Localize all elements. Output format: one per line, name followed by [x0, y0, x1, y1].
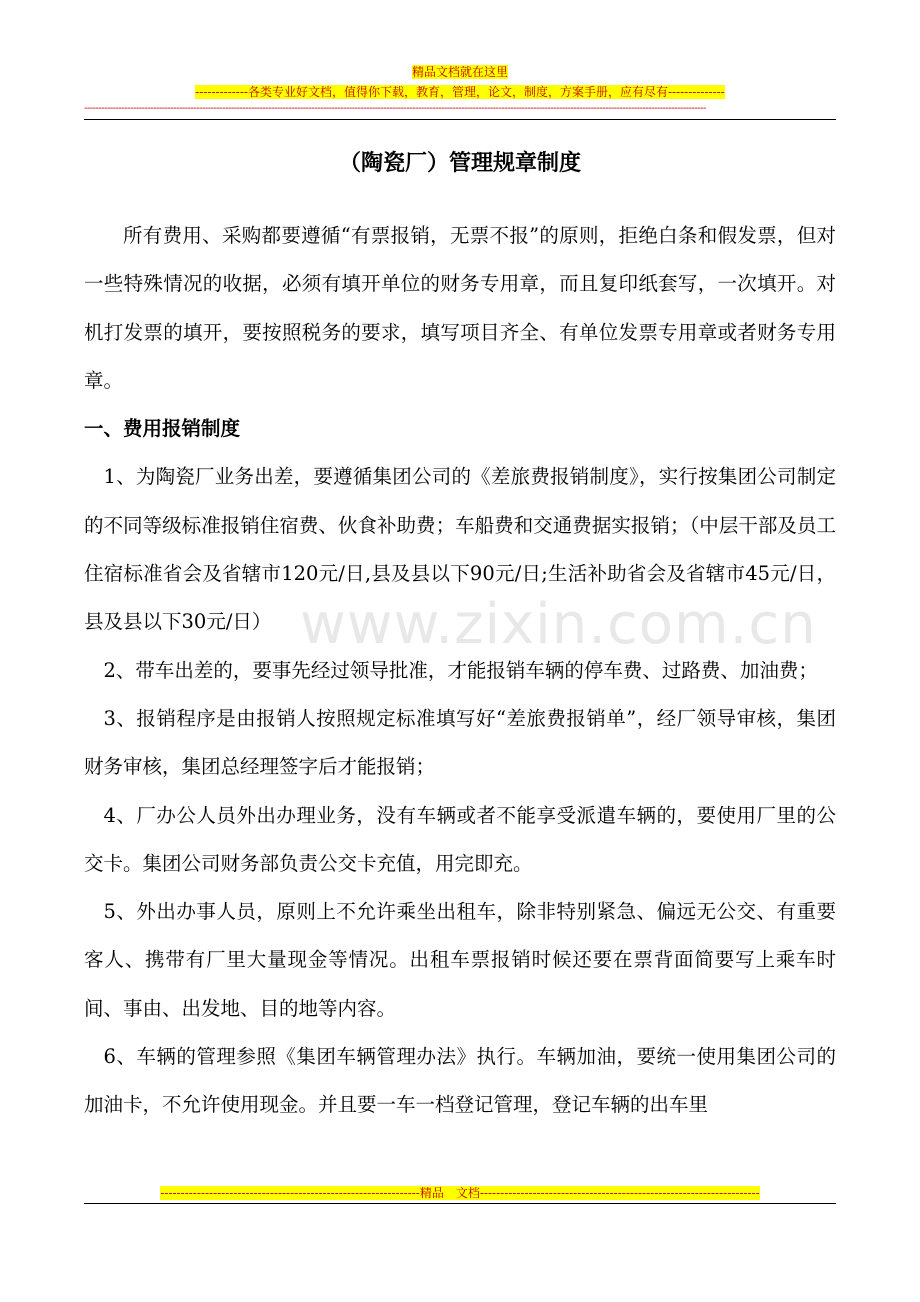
footer-banner [0, 1185, 920, 1201]
header-banner-subtitle-text: -------------各类专业好文档，值得你下载，教育，管理，论文，制度，方案手册，应有尽有-------------- [195, 85, 725, 99]
list-item: 5、外出办事人员，原则上不允许乘坐出租车，除非特别紧急、偏远无公交、有重要客人、携带有厂里大量现金等情况。出租车票报销时候还要在票背面简要写上乘车时间、事由、出发地、目的地等内容。 [84, 900, 836, 1020]
footer-banner-text: ----------------------------------------------------------------精品 文档--------------------------------------------------------------------- [160, 1186, 760, 1200]
list-item: 4、厂办公人员外出办理业务，没有车辆或者不能享受派遣车辆的，要使用厂里的公交卡。集团公司财务部负责公交卡充值，用完即充。 [84, 803, 836, 875]
document-body [84, 212, 836, 1130]
header-rule [84, 119, 836, 120]
watermark: www.zixin.com.cn [300, 592, 817, 657]
header-banner-subtitle [0, 84, 920, 100]
list-item: 1、为陶瓷厂业务出差，要遵循集团公司的《差旅费报销制度》，实行按集团公司制定的不同等级标准报销住宿费、伙食补助费；车船费和交通费据实报销；（中层干部及员工住宿标准省会及省辖市120元/日,县及县以下90元/日;生活补助省会及省辖市45元/日，县及县以下30元/日） [84, 465, 836, 634]
intro-paragraph: 所有费用、采购都要遵循“有票报销，无票不报”的原则，拒绝白条和假发票，但对一些特殊情况的收据，必须有填开单位的财务专用章，而且复印纸套写，一次填开。对机打发票的填开，要按照税务的要求，填写项目齐全、有单位发票专用章或者财务专用章。 [84, 224, 836, 392]
header-separator: ------------------------------------------------------------------------------------------------------------------------------------------------------------------------------------------------------------------------ [84, 104, 706, 114]
footer-rule [84, 1203, 836, 1204]
list-item: 3、报销程序是由报销人按照规定标准填写好“差旅费报销单”，经厂领导审核，集团财务审核，集团总经理签字后才能报销； [84, 706, 836, 779]
section-heading: 一、费用报销制度 [84, 417, 241, 441]
list-item: 6、车辆的管理参照《集团车辆管理办法》执行。车辆加油，要统一使用集团公司的加油卡，不允许使用现金。并且要一车一档登记管理，登记车辆的出车里 [84, 1045, 836, 1117]
document-title: （陶瓷厂）管理规章制度 [338, 151, 581, 176]
header-banner-title-text: 精品文档就在这里 [411, 65, 508, 79]
header-banner-title [0, 64, 920, 80]
list-item: 2、带车出差的，要事先经过领导批准，才能报销车辆的停车费、过路费、加油费； [103, 658, 818, 682]
